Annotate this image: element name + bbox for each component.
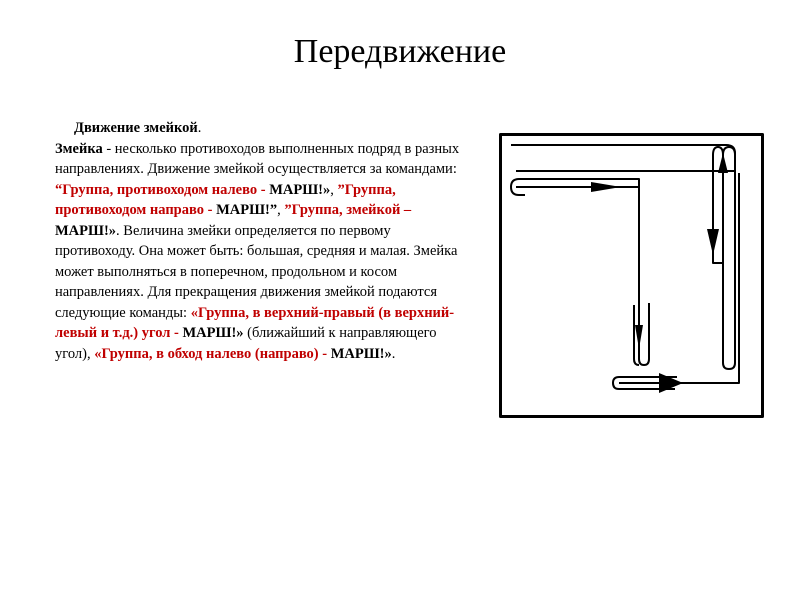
command-right-text: ”Группа, противоходом направо - bbox=[55, 181, 396, 218]
slide-title: Передвижение bbox=[293, 33, 507, 70]
section-heading-line bbox=[45, 118, 465, 139]
command-snake-text: ”Группа, змейкой – bbox=[284, 202, 412, 218]
body-text bbox=[45, 118, 465, 364]
command-left-march: МАРШ!» bbox=[269, 181, 331, 198]
command-around-text: «Группа, в обход налево (направо) - bbox=[94, 345, 331, 362]
text-segment-3: (ближайший к направляющего угол), bbox=[55, 325, 437, 362]
text-segment-2: . Величина змейки определяется по первому противоходу. Она может быть: большая, средняя и малая. Змейка может выполняться в поперечном, продольном и косом направлениях. Для прекращения движения змейкой подаются следующие команды: bbox=[55, 222, 458, 321]
command-around-march: МАРШ!» bbox=[330, 345, 392, 362]
separator-2: , bbox=[277, 202, 285, 218]
term-zmeika: Змейка bbox=[55, 140, 103, 157]
arrow-down-right bbox=[707, 229, 719, 255]
command-snake-march: МАРШ!» bbox=[55, 222, 117, 239]
description-paragraph bbox=[45, 139, 465, 365]
command-corner-text: «Группа, в верхний-правый (в верхний-левый и т.д.) угол - bbox=[55, 304, 455, 341]
snake-movement-diagram bbox=[499, 133, 764, 418]
text-segment-1: - несколько противоходов выполненных подряд в разных направлениях. Движение змейкой осуществляется за командами: bbox=[55, 140, 460, 177]
command-left-text: “Группа, противоходом налево - bbox=[55, 181, 270, 198]
path-top-outer bbox=[511, 145, 735, 171]
command-corner-march: МАРШ!» bbox=[182, 325, 244, 341]
separator-1: , bbox=[330, 181, 338, 198]
arrow-down-middle bbox=[635, 325, 643, 349]
text-segment-4: . bbox=[391, 345, 396, 362]
arrow-up-right bbox=[718, 153, 728, 173]
section-heading: Движение змейкой bbox=[74, 120, 198, 136]
arrow-top-right bbox=[591, 182, 621, 192]
command-right-march: МАРШ!” bbox=[216, 202, 278, 218]
heading-period: . bbox=[197, 120, 202, 136]
path-right-outer bbox=[619, 173, 739, 383]
path-right-inner bbox=[723, 147, 735, 369]
